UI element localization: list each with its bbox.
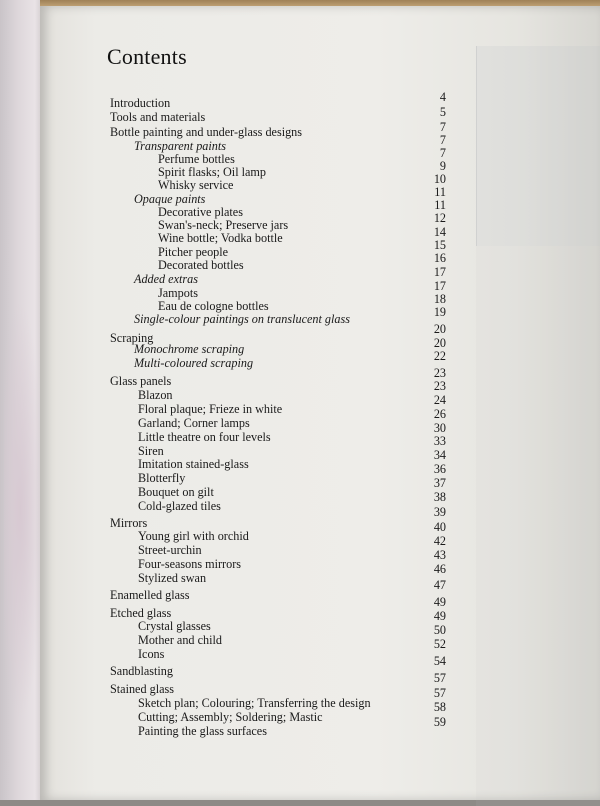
toc-entry: Transparent paints xyxy=(134,139,226,153)
toc-entry: Glass panels xyxy=(110,374,172,388)
toc-entry: Crystal glasses xyxy=(138,619,211,633)
toc-entry: Siren xyxy=(138,444,164,458)
page-number: 54 xyxy=(433,654,446,668)
toc-entry: Whisky service xyxy=(158,178,234,192)
toc-entry: Multi-coloured scraping xyxy=(134,356,254,370)
toc-entry: Blotterfly xyxy=(138,471,186,485)
page-number: 43 xyxy=(433,548,446,562)
toc-entry: Painting the glass surfaces xyxy=(138,724,267,738)
page-number: 24 xyxy=(433,393,446,407)
page-number: 14 xyxy=(433,225,446,239)
toc-entry: Bouquet on gilt xyxy=(138,485,214,499)
page-number: 23 xyxy=(433,379,446,393)
toc-entry: Wine bottle; Vodka bottle xyxy=(158,231,283,245)
toc-entry: Monochrome scraping xyxy=(134,342,245,356)
toc-entry: Pitcher people xyxy=(158,245,229,259)
page-number: 10 xyxy=(433,172,446,186)
page-number: 57 xyxy=(433,671,446,685)
page-number: 40 xyxy=(433,520,446,534)
page-number: 7 xyxy=(439,133,446,147)
page-number: 20 xyxy=(433,336,446,350)
toc-entry: Blazon xyxy=(138,388,173,402)
page-number: 39 xyxy=(433,505,446,519)
page-number: 49 xyxy=(433,595,446,609)
toc-entry: Stained glass xyxy=(110,682,174,696)
toc-entry: Sandblasting xyxy=(110,664,173,678)
page-number: 17 xyxy=(433,265,446,279)
page-number: 7 xyxy=(439,146,446,160)
toc-entry: Imitation stained-glass xyxy=(138,457,249,471)
toc-entry: Tools and materials xyxy=(110,110,206,124)
toc-entry: Cold-glazed tiles xyxy=(138,499,221,513)
toc-entry: Cutting; Assembly; Soldering; Mastic xyxy=(138,710,323,724)
toc-entry: Jampots xyxy=(158,286,198,300)
toc-entry: Mother and child xyxy=(138,633,222,647)
toc-entry: Stylized swan xyxy=(138,571,207,585)
toc-entry: Scraping xyxy=(110,331,154,345)
page-number: 50 xyxy=(433,623,446,637)
toc-entry: Spirit flasks; Oil lamp xyxy=(158,165,266,179)
toc-entry: Floral plaque; Frieze in white xyxy=(138,402,283,416)
page-number: 7 xyxy=(439,120,446,134)
toc-entry: Garland; Corner lamps xyxy=(138,416,250,430)
page-number: 58 xyxy=(433,700,446,714)
page-number: 23 xyxy=(433,366,446,380)
page-number: 33 xyxy=(433,434,446,448)
toc-entry: Added extras xyxy=(134,272,198,286)
toc-entry: Young girl with orchid xyxy=(138,529,249,543)
toc-entry: Little theatre on four levels xyxy=(138,430,271,444)
page-number: 11 xyxy=(434,198,446,212)
page-number: 19 xyxy=(433,305,446,319)
page-number: 26 xyxy=(433,407,446,421)
toc-entry: Eau de cologne bottles xyxy=(158,299,269,313)
page-number: 4 xyxy=(439,90,446,104)
show-through-block xyxy=(476,46,600,246)
page-number: 20 xyxy=(433,322,446,336)
toc-entry: Sketch plan; Colouring; Transferring the design xyxy=(138,696,371,710)
toc-entry: Single-colour paintings on translucent glass xyxy=(134,312,350,326)
toc-entry: Decorative plates xyxy=(158,205,243,219)
toc-entry: Swan's-neck; Preserve jars xyxy=(158,218,289,232)
page-number: 34 xyxy=(433,448,446,462)
toc-entry: Introduction xyxy=(110,96,171,110)
toc-entry: Four-seasons mirrors xyxy=(138,557,241,571)
page-number: 18 xyxy=(433,292,446,306)
toc-entry: Bottle painting and under-glass designs xyxy=(110,125,303,139)
toc-entry: Enamelled glass xyxy=(110,588,190,602)
toc-entry: Decorated bottles xyxy=(158,258,244,272)
page-number: 15 xyxy=(433,238,446,252)
page-number: 22 xyxy=(433,349,446,363)
page-number: 30 xyxy=(433,421,446,435)
page-number: 36 xyxy=(433,462,446,476)
page-number: 49 xyxy=(433,609,446,623)
page-number: 11 xyxy=(434,185,446,199)
page-number: 46 xyxy=(433,562,446,576)
page-number: 59 xyxy=(433,715,446,729)
page-number: 57 xyxy=(433,686,446,700)
page-number: 12 xyxy=(433,211,446,225)
page-number: 5 xyxy=(439,105,446,119)
toc-entry: Icons xyxy=(138,647,165,661)
toc-entry: Street-urchin xyxy=(138,543,202,557)
page-number: 37 xyxy=(433,476,446,490)
page-number: 9 xyxy=(439,159,446,173)
page-number: 47 xyxy=(433,578,446,592)
toc-entry: Mirrors xyxy=(110,516,148,530)
page-number: 17 xyxy=(433,279,446,293)
page-number: 16 xyxy=(433,251,446,265)
toc-entry: Etched glass xyxy=(110,606,172,620)
page-title: Contents xyxy=(107,44,187,69)
page-number: 52 xyxy=(433,637,446,651)
page-number: 38 xyxy=(433,490,446,504)
page-number: 42 xyxy=(433,534,446,548)
show-through-panel xyxy=(476,246,600,806)
toc-entry: Opaque paints xyxy=(134,192,206,206)
toc-entry: Perfume bottles xyxy=(158,152,235,166)
